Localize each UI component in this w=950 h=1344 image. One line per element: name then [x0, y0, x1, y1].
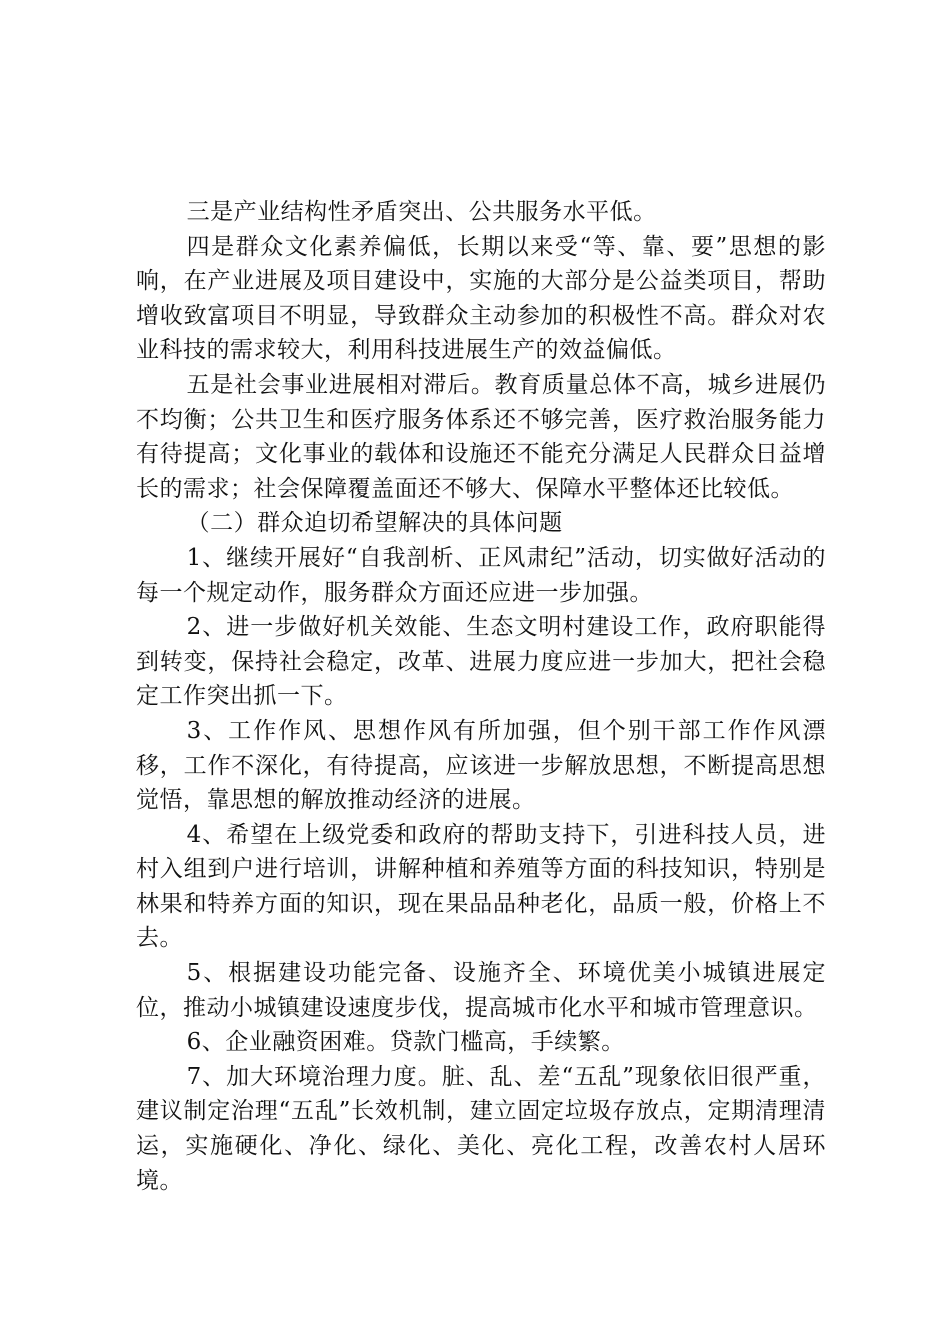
list-item-7: 7、加大环境治理力度。脏、乱、差“五乱”现象依旧很严重，建议制定治理“五乱”长效机制，建立固定垃圾存放点，定期清理清运，实施硬化、净化、绿化、美化、亮化工程，改善农村人居环境。	[136, 1063, 826, 1194]
list-item-1: 1、继续开展好“自我剖析、正风肃纪”活动，切实做好活动的每一个规定动作，服务群众方面还应进一步加强。	[136, 544, 826, 606]
paragraph-industry-structure: 三是产业结构性矛盾突出、公共服务水平低。	[186, 199, 657, 225]
paragraph-social-development: 五是社会事业进展相对滞后。教育质量总体不高，城乡进展仍不均衡；公共卫生和医疗服务体系还不够完善，医疗救治服务能力有待提高；文化事业的载体和设施还不能充分满足人民群众日益增长的需求；社会保障覆盖面还不够大、保障水平整体还比较低。	[136, 371, 826, 502]
section-heading-urgent-issues: （二）群众迫切希望解决的具体问题	[186, 510, 563, 537]
list-item-3: 3、工作作风、思想作风有所加强，但个别干部工作作风漂移，工作不深化，有待提高，应该进一步解放思想，不断提高思想觉悟，靠思想的解放推动经济的进展。	[136, 717, 826, 814]
list-item-5: 5、根据建设功能完备、设施齐全、环境优美小城镇进展定位，推动小城镇建设速度步伐，提高城市化水平和城市管理意识。	[136, 960, 826, 1021]
list-item-4: 4、希望在上级党委和政府的帮助支持下，引进科技人员，进村入组到户进行培训，讲解种植和养殖等方面的科技知识，特别是林果和特养方面的知识，现在果品品种老化，品质一般，价格上不去。	[136, 821, 826, 952]
document-body	[136, 195, 826, 1198]
paragraph-cultural-literacy: 四是群众文化素养偏低，长期以来受“等、靠、要”思想的影响，在产业进展及项目建设中，实施的大部分是公益类项目，帮助增收致富项目不明显，导致群众主动参加的积极性不高。群众对农业科技的需求较大，利用科技进展生产的效益偏低。	[136, 233, 826, 364]
list-item-2: 2、进一步做好机关效能、生态文明村建设工作，政府职能得到转变，保持社会稳定，改革、进展力度应进一步加大，把社会稳定工作突出抓一下。	[136, 614, 826, 710]
list-item-6: 6、企业融资困难。贷款门槛高，手续繁。	[186, 1029, 625, 1056]
